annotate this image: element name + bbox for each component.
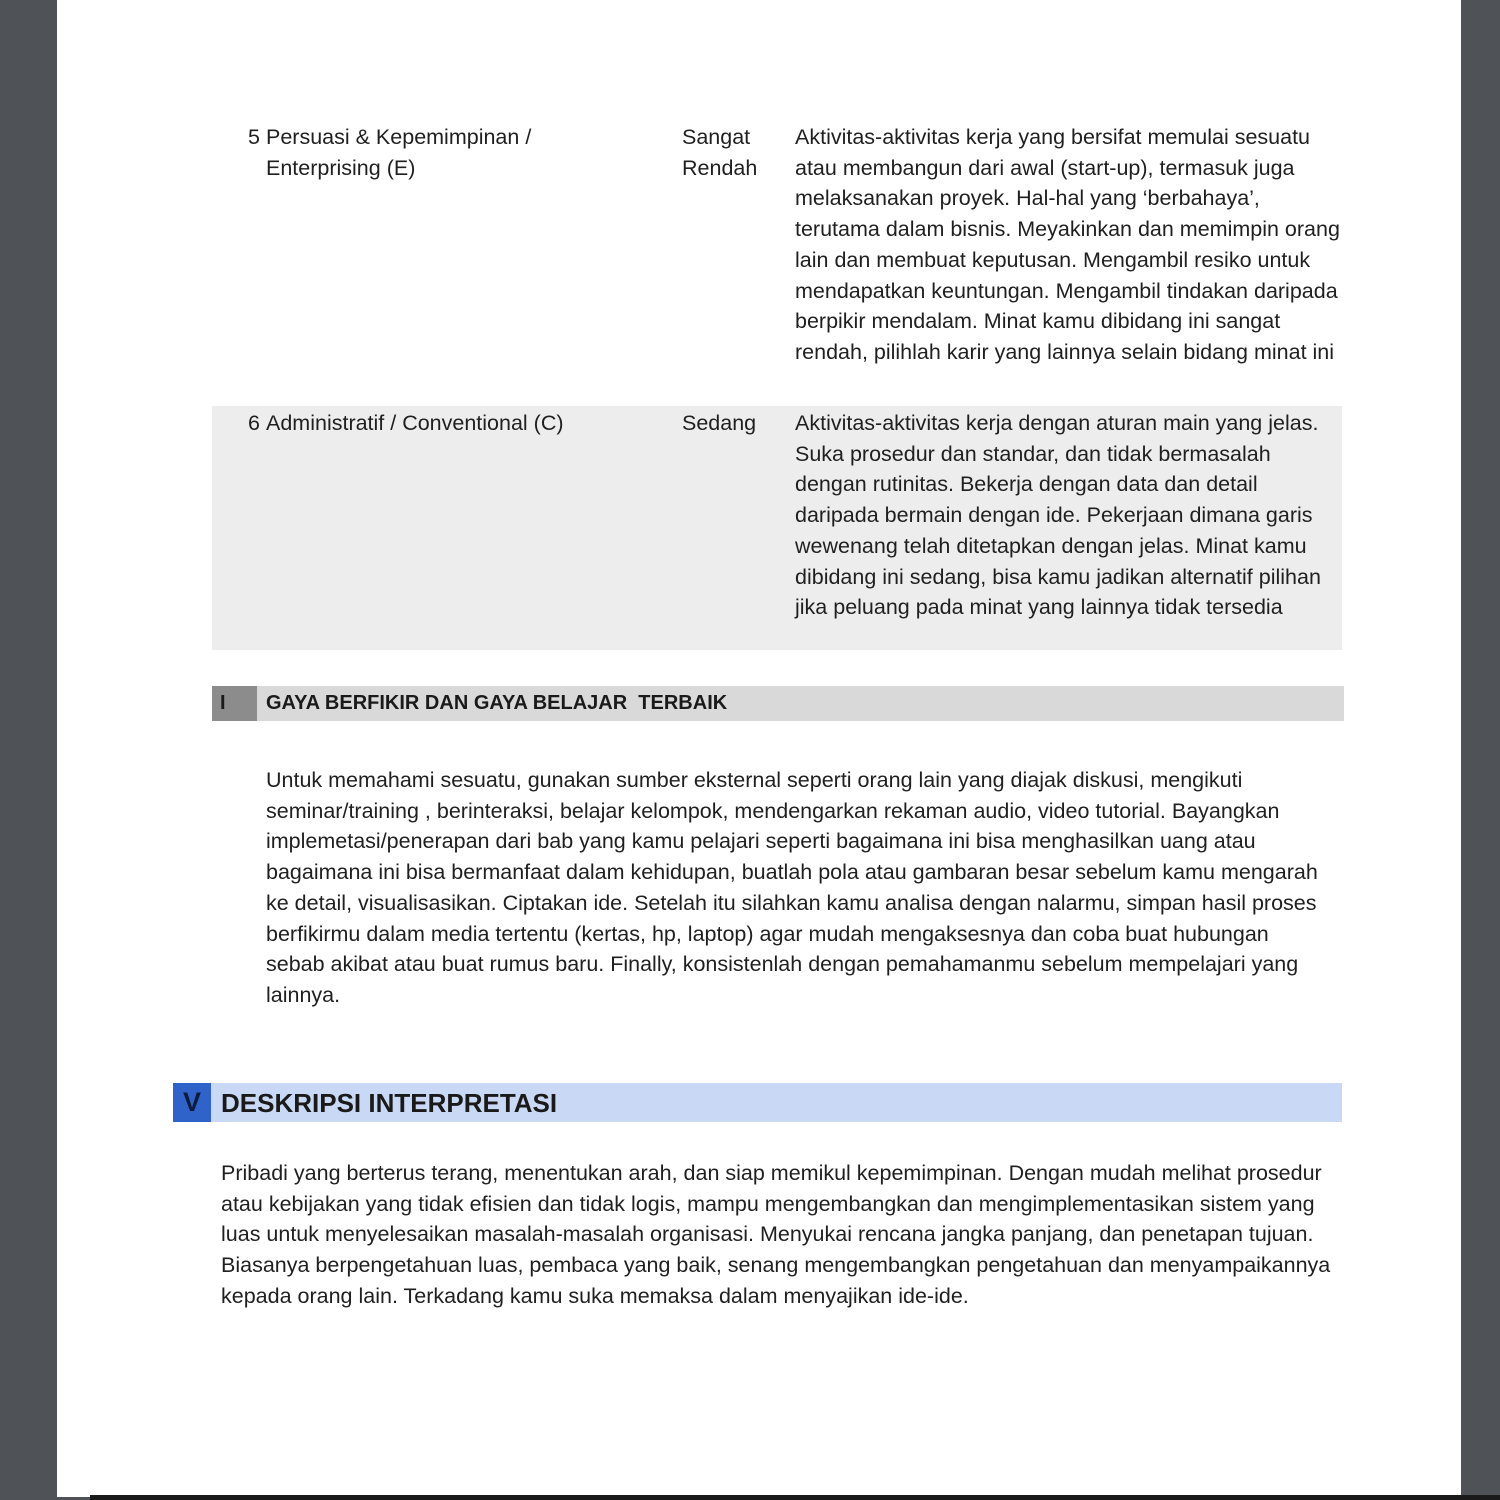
row-number: 6: [248, 411, 260, 435]
section-header-thinking-style: [212, 686, 1344, 721]
section-header-interpretation: [173, 1083, 1342, 1122]
row-description: Aktivitas-aktivitas kerja yang bersifat memulai sesuatu atau membangun dari awal (start-up), termasuk juga melaksanakan proyek. Hal-hal yang ‘berbahaya’, terutama dalam bisnis. Meyakinkan dan memimpin orang lain dan membuat keputusan. Mengambil resiko untuk mendapatkan keuntungan. Mengambil tindakan daripada berpikir mendalam. Minat kamu dibidang ini sangat rendah, pilihlah karir yang lainnya selain bidang minat ini: [795, 125, 1340, 364]
row-number: 5: [248, 125, 260, 149]
interpretation-paragraph: Pribadi yang berterus terang, menentukan arah, dan siap memikul kepemimpinan. Dengan mudah melihat prosedur atau kebijakan yang tidak efisien dan tidak logis, mampu mengembangkan dan mengimplementasikan sistem yang luas untuk menyelesaikan masalah-masalah organisasi. Menyukai rencana jangka panjang, dan penetapan tujuan. Biasanya berpengetahuan luas, pembaca yang baik, senang mengembangkan pengetahuan dan menyampaikannya kepada orang lain. Terkadang kamu suka memaksa dalam menyajikan ide-ide.: [221, 1161, 1331, 1308]
table-row: [212, 406, 1342, 650]
document-page: [57, 0, 1461, 1497]
section-title: DESKRIPSI INTERPRETASI: [221, 1088, 558, 1118]
row-interest-level: Sangat Rendah: [682, 125, 758, 180]
row-interest-level: Sedang: [682, 411, 757, 435]
row-interest-name: Persuasi & Kepemimpinan / Enterprising (E): [266, 125, 532, 180]
thinking-style-paragraph: Untuk memahami sesuatu, gunakan sumber eksternal seperti orang lain yang diajak diskusi, mengikuti seminar/training , berinteraksi, belajar kelompok, mendengarkan rekaman audio, video tutorial. Bayangkan implemetasi/penerapan dari bab yang kamu pelajari seperti bagaimana ini bisa menghasilkan uang atau bagaimana ini bisa bermanfaat dalam kehidupan, buatlah pola atau gambaran besar sebelum kamu mengarah ke detail, visualisasikan. Ciptakan ide. Setelah itu silahkan kamu analisa dengan nalarmu, simpan hasil proses berfikirmu dalam media tertentu (kertas, hp, laptop) agar mudah mengaksesnya dan coba buat hubungan sebab akibat atau buat rumus baru. Finally, konsistenlah dengan pemahamanmu sebelum mempelajari yang lainnya.: [266, 768, 1318, 1007]
section-title: GAYA BERFIKIR DAN GAYA BELAJAR TERBAIK: [266, 692, 728, 714]
row-interest-name: Administratif / Conventional (C): [266, 411, 564, 435]
section-marker: I: [212, 686, 257, 721]
row-description: Aktivitas-aktivitas kerja dengan aturan main yang jelas. Suka prosedur dan standar, dan tidak bermasalah dengan rutinitas. Bekerja dengan data dan detail daripada bermain dengan ide. Pekerjaan dimana garis wewenang telah ditetapkan dengan jelas. Minat kamu dibidang ini sedang, bisa kamu jadikan alternatif pilihan jika peluang pada minat yang lainnya tidak tersedia: [795, 411, 1321, 620]
section-marker: V: [173, 1083, 211, 1122]
table-row: [212, 122, 1342, 405]
page-bottom-edge: [90, 1495, 1500, 1500]
